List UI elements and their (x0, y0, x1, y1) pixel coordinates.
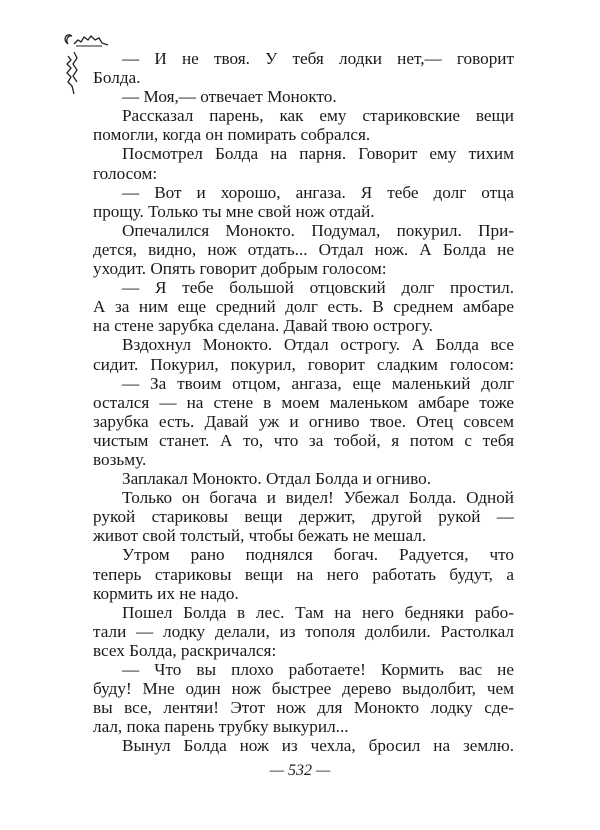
text-line: Утром рано поднялся богач. Радуется, что (122, 545, 514, 565)
text-line: Болда. (93, 68, 141, 88)
text-line: чистым станет. А то, что за тобой, я потом с тебя (93, 430, 514, 450)
text-line: — За твоим отцом, ангаза, еще маленький долг (122, 373, 514, 393)
text-line: дется, видно, нож отдать... Отдал нож. А Болда не (93, 239, 514, 259)
story-text (93, 49, 514, 755)
text-line: вы все, лентяи! Этот нож для Монокто лодку сде- (93, 698, 514, 718)
text-line: тали — лодку делали, из тополя долбили. Растолкал (93, 621, 514, 641)
text-line: возьму. (93, 449, 147, 469)
text-line: голосом: (93, 163, 158, 183)
text-line: Опечалился Монокто. Подумал, покурил. При- (122, 220, 514, 240)
text-line: Вынул Болда нож из чехла, бросил на землю. (122, 736, 514, 756)
page-number: — 532 — (269, 762, 331, 779)
text-line: рукой стариковы вещи держит, другой рукой — (93, 507, 514, 527)
text-line: лал, пока парень трубку выкурил... (93, 717, 349, 737)
text-line: прощу. Только ты мне свой нож отдай. (93, 201, 375, 221)
text-line: — Моя,— отвечает Монокто. (122, 87, 337, 107)
text-line: сидит. Покурил, покурил, говорит сладким голосом: (93, 354, 514, 374)
text-line: уходит. Опять говорит добрым голосом: (93, 259, 387, 279)
text-line: помогли, когда он помирать собрался. (93, 125, 371, 145)
text-line: зарубка есть. Давай уж и огниво твое. Отец совсем (93, 411, 514, 431)
text-line: кормить их не надо. (93, 583, 239, 603)
text-line: Пошел Болда в лес. Там на него бедняки рабо- (122, 602, 514, 622)
text-line: А за ним еще средний долг есть. В среднем амбаре (93, 297, 514, 317)
text-line: Только он богача и видел! Убежал Болда. Одной (122, 488, 514, 508)
text-line: — Вот и хорошо, ангаза. Я тебе долг отца (122, 182, 514, 202)
text-line: Вздохнул Монокто. Отдал острогу. А Болда все (122, 335, 514, 355)
text-line: теперь стариковы вещи на него работать будут, а (93, 564, 514, 584)
text-line: Посмотрел Болда на парня. Говорит ему тихим (122, 144, 514, 164)
text-line: на стене зарубка сделана. Давай твою острогу. (93, 316, 433, 336)
text-line: буду! Мне один нож быстрее дерево выдолбит, чем (93, 679, 514, 699)
text-line: живот свой толстый, чтобы бежать не мешал. (93, 526, 427, 546)
text-line: Рассказал парень, как ему стариковские вещи (122, 106, 514, 126)
text-line: — И не твоя. У тебя лодки нет,— говорит (122, 49, 514, 68)
text-line: — Я тебе большой отцовский долг простил. (122, 278, 514, 298)
text-line: остался — на стене в моем маленьком амбаре тоже (93, 392, 514, 412)
text-line: всех Болда, раскричался: (93, 640, 277, 660)
text-line: — Что вы плохо работаете! Кормить вас не (122, 660, 514, 679)
text-line: Заплакал Монокто. Отдал Болда и огниво. (122, 469, 431, 489)
